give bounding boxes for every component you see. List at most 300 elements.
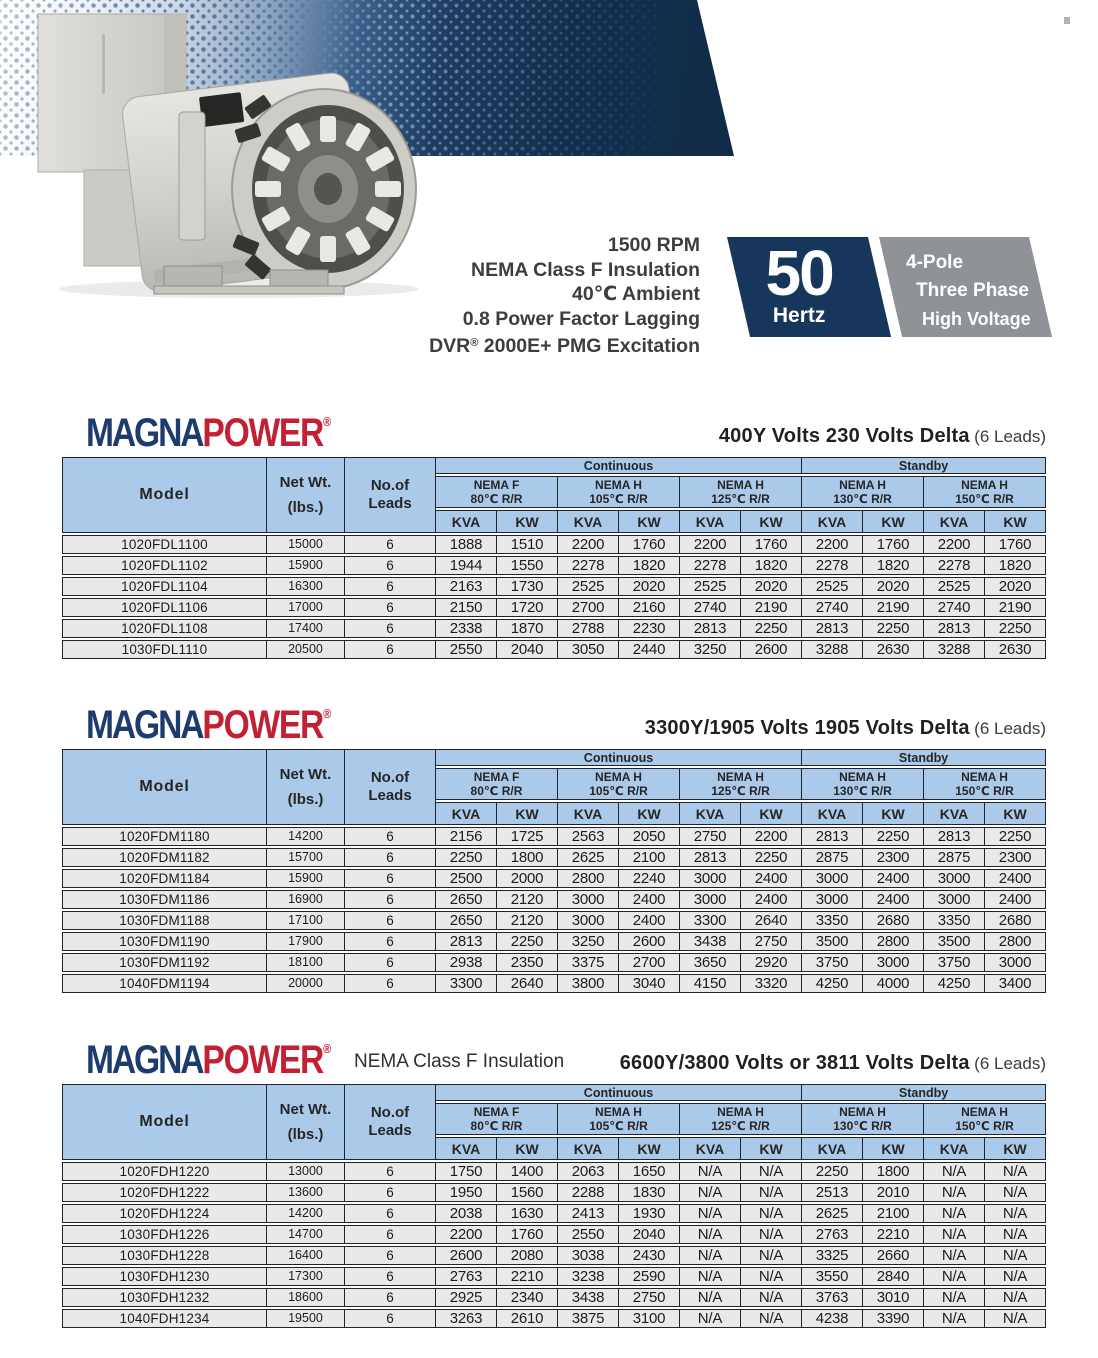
value-cell: 2525	[924, 577, 985, 596]
table-row	[62, 869, 1046, 888]
table-section	[62, 699, 1046, 995]
value-cell: 3800	[558, 974, 619, 993]
value-cell: 2840	[863, 1267, 924, 1286]
value-cell: 3438	[558, 1288, 619, 1307]
value-cell: 2250	[985, 619, 1046, 638]
value-cell: 1888	[436, 535, 497, 554]
table-row	[62, 535, 1046, 554]
value-cell: N/A	[680, 1267, 741, 1286]
model-cell: 1020FDM1182	[62, 848, 267, 867]
column-header-leads: No.of Leads	[345, 457, 436, 533]
value-cell: 2120	[497, 890, 558, 909]
value-cell: 16400	[267, 1246, 345, 1265]
column-header-kw: KW	[741, 802, 802, 825]
value-cell: 17100	[267, 911, 345, 930]
value-cell: 1820	[863, 556, 924, 575]
value-cell: 6	[345, 577, 436, 596]
value-cell: N/A	[741, 1246, 802, 1265]
value-cell: 2875	[924, 848, 985, 867]
column-header-kw: KW	[497, 802, 558, 825]
model-cell: 1020FDL1108	[62, 619, 267, 638]
value-cell: 2590	[619, 1267, 680, 1286]
value-cell: 3250	[680, 640, 741, 659]
value-cell: 2640	[741, 911, 802, 930]
value-cell: 1800	[863, 1162, 924, 1181]
column-header-kw: KW	[619, 1137, 680, 1160]
value-cell: 4238	[802, 1309, 863, 1328]
value-cell: 2500	[436, 869, 497, 888]
model-cell: 1020FDL1102	[62, 556, 267, 575]
model-cell: 1020FDL1106	[62, 598, 267, 617]
value-cell: 1760	[863, 535, 924, 554]
value-cell: 17400	[267, 619, 345, 638]
value-cell: 2525	[802, 577, 863, 596]
column-header-kva: KVA	[802, 510, 863, 533]
table-row	[62, 890, 1046, 909]
hertz-badge	[727, 237, 891, 337]
value-cell: 2278	[924, 556, 985, 575]
model-cell: 1020FDM1180	[62, 827, 267, 846]
value-cell: 20500	[267, 640, 345, 659]
table-row	[62, 974, 1046, 993]
table-row	[62, 827, 1046, 846]
insulation-note: NEMA Class F Insulation	[354, 1051, 565, 1072]
value-cell: 2700	[558, 598, 619, 617]
column-header-nema-group: NEMA H 130℃ R/R	[802, 1103, 924, 1135]
value-cell: 1760	[985, 535, 1046, 554]
value-cell: 2630	[985, 640, 1046, 659]
column-header-continuous: Continuous	[436, 749, 802, 766]
table-row	[62, 1225, 1046, 1244]
registered-mark: ®	[323, 706, 332, 721]
value-cell: 3050	[558, 640, 619, 659]
value-cell: 1820	[741, 556, 802, 575]
registered-mark: ®	[323, 414, 332, 429]
value-cell: N/A	[741, 1204, 802, 1223]
value-cell: N/A	[924, 1288, 985, 1307]
spec-line: 0.8 Power Factor Lagging	[462, 307, 700, 330]
value-cell: 2813	[680, 619, 741, 638]
value-cell: 3390	[863, 1309, 924, 1328]
value-cell: 16300	[267, 577, 345, 596]
value-cell: 2740	[924, 598, 985, 617]
value-cell: 2240	[619, 869, 680, 888]
model-cell: 1040FDH1234	[62, 1309, 267, 1328]
ratings-table	[62, 455, 1046, 661]
column-header-kva: KVA	[924, 1137, 985, 1160]
value-cell: 2400	[863, 869, 924, 888]
value-cell: 2400	[985, 890, 1046, 909]
column-header-kva: KVA	[558, 802, 619, 825]
ratings-table	[62, 1082, 1046, 1330]
value-cell: 2750	[741, 932, 802, 951]
table-row	[62, 953, 1046, 972]
value-cell: 3263	[436, 1309, 497, 1328]
value-cell: N/A	[924, 1225, 985, 1244]
value-cell: 3000	[924, 869, 985, 888]
table-row	[62, 932, 1046, 951]
ratings-table	[62, 747, 1046, 995]
column-header-kw: KW	[985, 802, 1046, 825]
value-cell: 2600	[741, 640, 802, 659]
value-cell: N/A	[985, 1288, 1046, 1307]
value-cell: 6	[345, 1309, 436, 1328]
value-cell: 2288	[558, 1183, 619, 1202]
column-header-continuous: Continuous	[436, 1084, 802, 1101]
value-cell: 3040	[619, 974, 680, 993]
value-cell: 2338	[436, 619, 497, 638]
value-cell: N/A	[924, 1267, 985, 1286]
value-cell: 3375	[558, 953, 619, 972]
value-cell: 2350	[497, 953, 558, 972]
value-cell: 2800	[985, 932, 1046, 951]
value-cell: 3100	[619, 1309, 680, 1328]
value-cell: 2278	[802, 556, 863, 575]
column-header-nema-group: NEMA H 130℃ R/R	[802, 476, 924, 508]
value-cell: 3650	[680, 953, 741, 972]
section-header	[62, 699, 1046, 747]
table-row	[62, 1204, 1046, 1223]
value-cell: 2020	[863, 577, 924, 596]
column-header-model: Model	[62, 749, 267, 825]
value-cell: 2278	[558, 556, 619, 575]
table-section	[62, 1034, 1046, 1330]
value-cell: 2513	[802, 1183, 863, 1202]
value-cell: 1930	[619, 1204, 680, 1223]
value-cell: 13600	[267, 1183, 345, 1202]
column-header-kva: KVA	[802, 802, 863, 825]
registered-mark: ®	[323, 1041, 332, 1056]
column-header-kw: KW	[863, 1137, 924, 1160]
value-cell: N/A	[680, 1183, 741, 1202]
value-cell: 2040	[619, 1225, 680, 1244]
value-cell: 2250	[863, 827, 924, 846]
value-cell: 2050	[619, 827, 680, 846]
value-cell: 1820	[619, 556, 680, 575]
table-title: 3300Y/1905 Volts 1905 Volts Delta (6 Leads)	[644, 717, 1046, 739]
value-cell: N/A	[924, 1246, 985, 1265]
value-cell: 2000	[497, 869, 558, 888]
column-header-kw: KW	[497, 510, 558, 533]
value-cell: 3350	[802, 911, 863, 930]
value-cell: 2300	[985, 848, 1046, 867]
table-row	[62, 1288, 1046, 1307]
value-cell: 2400	[741, 890, 802, 909]
column-header-nema-group: NEMA H 125℃ R/R	[680, 476, 802, 508]
value-cell: 14700	[267, 1225, 345, 1244]
value-cell: 6	[345, 535, 436, 554]
value-cell: 6	[345, 1204, 436, 1223]
column-header-nema-group: NEMA H 105℃ R/R	[558, 768, 680, 800]
value-cell: 2813	[924, 827, 985, 846]
value-cell: 15700	[267, 848, 345, 867]
value-cell: 6	[345, 890, 436, 909]
model-cell: 1030FDH1230	[62, 1267, 267, 1286]
value-cell: 2525	[558, 577, 619, 596]
value-cell: 15900	[267, 556, 345, 575]
column-header-kw: KW	[985, 1137, 1046, 1160]
value-cell: 3238	[558, 1267, 619, 1286]
column-header-leads: No.of Leads	[345, 749, 436, 825]
value-cell: 2190	[863, 598, 924, 617]
value-cell: 2200	[558, 535, 619, 554]
value-cell: 2063	[558, 1162, 619, 1181]
value-cell: 3000	[802, 890, 863, 909]
value-cell: 2020	[619, 577, 680, 596]
value-cell: 3000	[558, 890, 619, 909]
value-cell: 6	[345, 869, 436, 888]
value-cell: N/A	[741, 1309, 802, 1328]
value-cell: 17900	[267, 932, 345, 951]
value-cell: 3300	[680, 911, 741, 930]
value-cell: 2250	[802, 1162, 863, 1181]
value-cell: 1730	[497, 577, 558, 596]
value-cell: 2680	[985, 911, 1046, 930]
column-header-standby: Standby	[802, 457, 1046, 474]
section-header	[62, 1034, 1046, 1082]
value-cell: 3875	[558, 1309, 619, 1328]
phase-line: Three Phase	[916, 280, 1029, 301]
value-cell: 2250	[741, 848, 802, 867]
table-row	[62, 1246, 1046, 1265]
column-header-standby: Standby	[802, 1084, 1046, 1101]
model-cell: 1030FDH1232	[62, 1288, 267, 1307]
value-cell: N/A	[741, 1183, 802, 1202]
value-cell: 1950	[436, 1183, 497, 1202]
column-header-kw: KW	[985, 510, 1046, 533]
value-cell: 6	[345, 932, 436, 951]
value-cell: 14200	[267, 1204, 345, 1223]
column-header-kw: KW	[619, 802, 680, 825]
value-cell: 2200	[680, 535, 741, 554]
value-cell: 18100	[267, 953, 345, 972]
value-cell: 3288	[924, 640, 985, 659]
table-row	[62, 1162, 1046, 1181]
column-header-kva: KVA	[924, 802, 985, 825]
model-cell: 1030FDM1192	[62, 953, 267, 972]
value-cell: N/A	[741, 1162, 802, 1181]
column-header-kva: KVA	[802, 1137, 863, 1160]
value-cell: 15000	[267, 535, 345, 554]
registered-mark: ®	[470, 337, 479, 349]
column-header-continuous: Continuous	[436, 457, 802, 474]
value-cell: 3438	[680, 932, 741, 951]
value-cell: 2040	[497, 640, 558, 659]
value-cell: 2813	[802, 619, 863, 638]
value-cell: 2163	[436, 577, 497, 596]
value-cell: 1560	[497, 1183, 558, 1202]
value-cell: 3000	[558, 911, 619, 930]
value-cell: 20000	[267, 974, 345, 993]
value-cell: 2650	[436, 911, 497, 930]
value-cell: 3038	[558, 1246, 619, 1265]
value-cell: 2938	[436, 953, 497, 972]
model-cell: 1040FDM1194	[62, 974, 267, 993]
value-cell: 1720	[497, 598, 558, 617]
value-cell: 2550	[558, 1225, 619, 1244]
value-cell: 2278	[680, 556, 741, 575]
value-cell: 2788	[558, 619, 619, 638]
value-cell: 2680	[863, 911, 924, 930]
value-cell: 2200	[436, 1225, 497, 1244]
value-cell: 1550	[497, 556, 558, 575]
value-cell: 2250	[436, 848, 497, 867]
magnapower-logo: MAGNAPOWER®	[86, 703, 332, 747]
value-cell: 2190	[741, 598, 802, 617]
value-cell: 2563	[558, 827, 619, 846]
value-cell: 2763	[802, 1225, 863, 1244]
value-cell: 2100	[619, 848, 680, 867]
value-cell: N/A	[985, 1183, 1046, 1202]
value-cell: 2750	[619, 1288, 680, 1307]
value-cell: 2813	[924, 619, 985, 638]
column-header-nema-group: NEMA H 150℃ R/R	[924, 768, 1046, 800]
value-cell: 3750	[924, 953, 985, 972]
column-header-nema-group: NEMA H 125℃ R/R	[680, 1103, 802, 1135]
value-cell: 15900	[267, 869, 345, 888]
value-cell: N/A	[680, 1204, 741, 1223]
spec-line: NEMA Class F Insulation	[471, 258, 700, 281]
column-header-nema-group: NEMA H 130℃ R/R	[802, 768, 924, 800]
value-cell: 2440	[619, 640, 680, 659]
column-header-kva: KVA	[436, 510, 497, 533]
value-cell: 16900	[267, 890, 345, 909]
value-cell: 2340	[497, 1288, 558, 1307]
spec-line: 40℃ Ambient	[572, 283, 700, 305]
column-header-kva: KVA	[680, 802, 741, 825]
column-header-nema-group: NEMA F 80℃ R/R	[436, 768, 558, 800]
value-cell: 2740	[680, 598, 741, 617]
value-cell: 3320	[741, 974, 802, 993]
value-cell: 2800	[558, 869, 619, 888]
value-cell: 4250	[802, 974, 863, 993]
value-cell: 1830	[619, 1183, 680, 1202]
value-cell: 4000	[863, 974, 924, 993]
value-cell: 2200	[924, 535, 985, 554]
value-cell: 6	[345, 598, 436, 617]
table-row	[62, 1309, 1046, 1328]
value-cell: 6	[345, 619, 436, 638]
value-cell: 2250	[497, 932, 558, 951]
value-cell: 2190	[985, 598, 1046, 617]
value-cell: 2230	[619, 619, 680, 638]
value-cell: 6	[345, 827, 436, 846]
model-cell: 1020FDL1100	[62, 535, 267, 554]
value-cell: 6	[345, 556, 436, 575]
value-cell: 13000	[267, 1162, 345, 1181]
value-cell: 2150	[436, 598, 497, 617]
value-cell: 3000	[924, 890, 985, 909]
value-cell: 3325	[802, 1246, 863, 1265]
value-cell: 18600	[267, 1288, 345, 1307]
value-cell: 2160	[619, 598, 680, 617]
value-cell: 2156	[436, 827, 497, 846]
value-cell: 1944	[436, 556, 497, 575]
value-cell: N/A	[741, 1267, 802, 1286]
value-cell: N/A	[680, 1309, 741, 1328]
value-cell: 1650	[619, 1162, 680, 1181]
column-header-nema-group: NEMA F 80℃ R/R	[436, 1103, 558, 1135]
value-cell: 3000	[985, 953, 1046, 972]
voltage-line: High Voltage	[922, 309, 1031, 329]
value-cell: 6	[345, 1288, 436, 1307]
column-header-model: Model	[62, 1084, 267, 1160]
value-cell: 2210	[863, 1225, 924, 1244]
corner-mark	[1064, 17, 1070, 24]
value-cell: 6	[345, 974, 436, 993]
table-row	[62, 848, 1046, 867]
value-cell: 2920	[741, 953, 802, 972]
value-cell: 2650	[436, 890, 497, 909]
table-title: 6600Y/3800 Volts or 3811 Volts Delta (6 Leads)	[619, 1052, 1046, 1074]
column-header-kva: KVA	[680, 510, 741, 533]
value-cell: 2038	[436, 1204, 497, 1223]
model-cell: 1020FDH1222	[62, 1183, 267, 1202]
value-cell: N/A	[741, 1288, 802, 1307]
table-row	[62, 640, 1046, 659]
magnapower-logo: MAGNAPOWER®	[86, 1038, 332, 1082]
value-cell: 1760	[619, 535, 680, 554]
table-row	[62, 911, 1046, 930]
value-cell: 2625	[558, 848, 619, 867]
value-cell: 2400	[863, 890, 924, 909]
model-cell: 1020FDH1220	[62, 1162, 267, 1181]
value-cell: 6	[345, 640, 436, 659]
value-cell: 2610	[497, 1309, 558, 1328]
table-row	[62, 556, 1046, 575]
value-cell: 3400	[985, 974, 1046, 993]
column-header-net-wt: Net Wt. (lbs.)	[267, 749, 345, 825]
model-cell: 1030FDH1226	[62, 1225, 267, 1244]
value-cell: 2200	[741, 827, 802, 846]
column-header-nema-group: NEMA H 105℃ R/R	[558, 476, 680, 508]
value-cell: 2600	[619, 932, 680, 951]
value-cell: 3500	[802, 932, 863, 951]
table-section	[62, 407, 1046, 661]
value-cell: N/A	[924, 1162, 985, 1181]
value-cell: 17300	[267, 1267, 345, 1286]
value-cell: 2740	[802, 598, 863, 617]
column-header-kva: KVA	[558, 510, 619, 533]
column-header-kw: KW	[619, 510, 680, 533]
hertz-label: Hertz	[772, 304, 826, 327]
value-cell: 2813	[680, 848, 741, 867]
value-cell: 3350	[924, 911, 985, 930]
value-cell: 2020	[741, 577, 802, 596]
value-cell: 6	[345, 848, 436, 867]
value-cell: 6	[345, 1162, 436, 1181]
table-row	[62, 577, 1046, 596]
value-cell: N/A	[924, 1204, 985, 1223]
value-cell: 1870	[497, 619, 558, 638]
value-cell: 1760	[741, 535, 802, 554]
value-cell: 2813	[802, 827, 863, 846]
value-cell: 19500	[267, 1309, 345, 1328]
value-cell: 1725	[497, 827, 558, 846]
model-cell: 1020FDL1104	[62, 577, 267, 596]
value-cell: 2120	[497, 911, 558, 930]
value-cell: N/A	[985, 1162, 1046, 1181]
value-cell: N/A	[741, 1225, 802, 1244]
value-cell: 6	[345, 1183, 436, 1202]
column-header-leads: No.of Leads	[345, 1084, 436, 1160]
table-row	[62, 598, 1046, 617]
column-header-kva: KVA	[680, 1137, 741, 1160]
value-cell: 2400	[619, 890, 680, 909]
value-cell: 2600	[436, 1246, 497, 1265]
value-cell: 1400	[497, 1162, 558, 1181]
spec-line: 1500 RPM	[607, 234, 700, 256]
